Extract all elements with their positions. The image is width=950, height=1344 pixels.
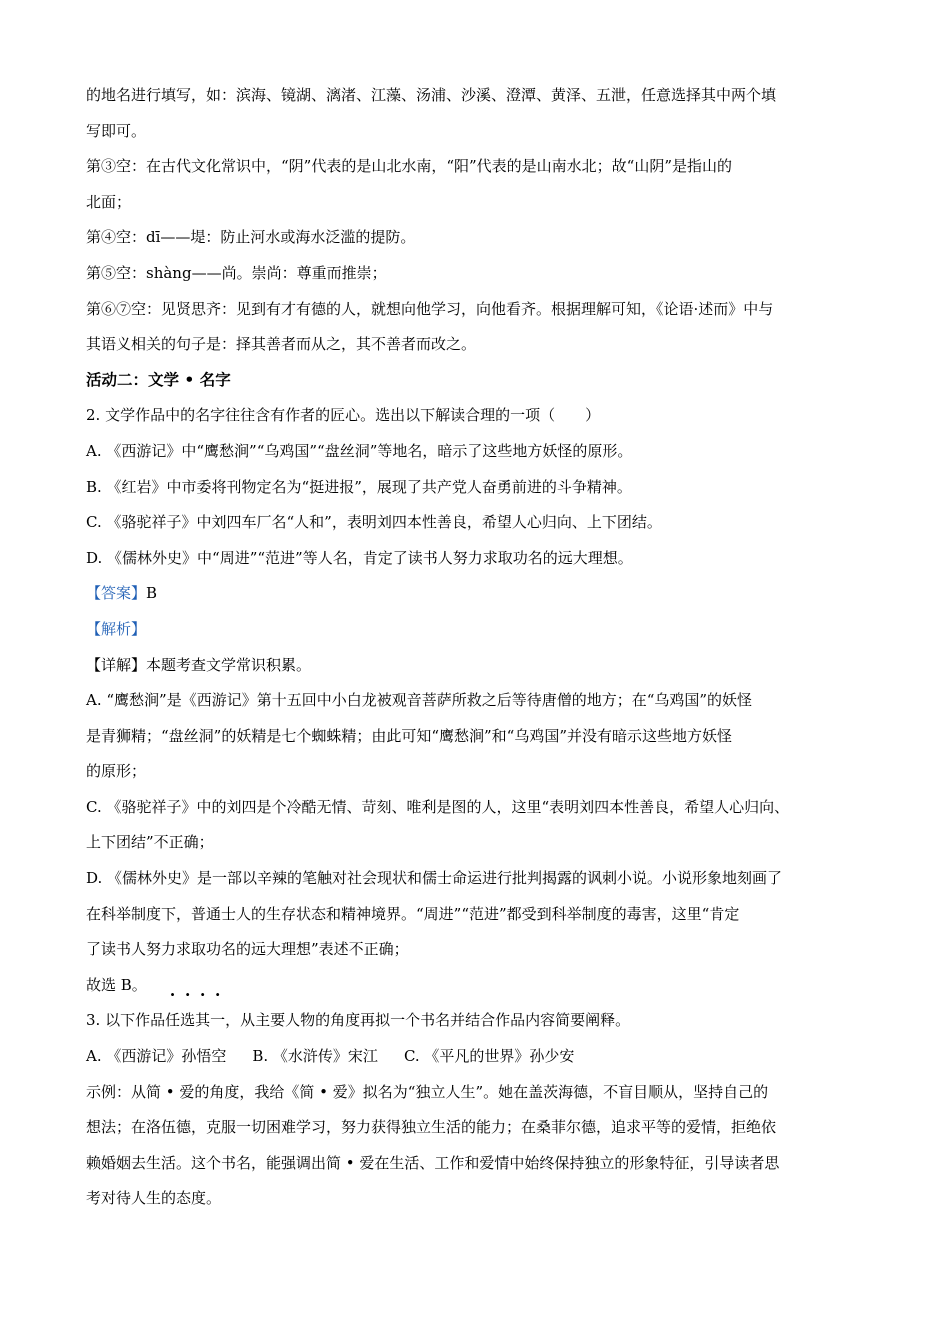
question-3-stem-suffix: ，从主要人物的角度再拟一个书名并结合作品内容简要阐释。 [225,1011,631,1030]
example-line-2: 想法；在洛伍德，克服一切困难学习，努力获得独立生活的能力；在桑菲尔德，追求平等的爱情，拒绝依 [86,1118,777,1137]
explanation-a-line-2: 是青狮精；“盘丝洞”的妖精是七个蜘蛛精；由此可知“鹰愁涧”和“乌鸡国”并没有暗示这些地方妖怪 [86,726,733,745]
paragraph-blank-6-7-line-2: 其语义相关的句子是：择其善者而从之，其不善者而改之。 [86,335,477,354]
paragraph-blank-4: 第④空：dī——堤：防止河水或海水泛滥的提防。 [86,228,416,247]
explanation-c-line-1: C. 《骆驼祥子》中的刘四是个冷酷无情、苛刻、唯利是图的人，这里“表明刘四本性善良，希望人心归向、 [86,797,790,816]
paragraph-place-names-line-2: 写即可。 [86,121,147,140]
detail-line: 【详解】本题考查文学常识积累。 [86,655,312,674]
example-line-3: 赖婚姻去生活。这个书名，能强调出简 • 爱在生活、工作和爱情中始终保持独立的形象特征，引导读者思 [86,1153,780,1172]
answer-line [86,576,876,612]
conclusion-line: 故选 B。 [86,975,147,994]
emphasis-char: 一 [210,1011,226,1030]
question-2-stem: 2. 文学作品中的名字往往含有作者的匠心。选出以下解读合理的一项（ ） [86,406,601,425]
paragraph-blank-6-7-line-1: 第⑥⑦空：见贤思齐：见到有才有德的人，就想向他学习，向他看齐。根据理解可知，《论语·述而》中与 [86,299,774,318]
question-2-option-a: A. 《西游记》中“鹰愁涧”“乌鸡国”“盘丝洞”等地名，暗示了这些地方妖怪的原形。 [86,441,633,460]
emphasis-char: 其 [195,1011,211,1030]
analysis-line [86,612,876,648]
example-line-4: 考对待人生的态度。 [86,1189,222,1208]
emphasis-char: 任 [165,1011,181,1030]
emphasis-char: 选 [180,1011,196,1030]
question-3-option-a: A. 《西游记》孙悟空 [86,1047,227,1066]
question-3-options [86,1039,876,1075]
question-2-option-d: D. 《儒林外史》中“周进”“范进”等人名，肯定了读书人努力求取功名的远大理想。 [86,548,633,567]
paragraph-place-names-line-1: 的地名进行填写，如：滨海、镜湖、漓渚、江藻、汤浦、沙溪、澄潭、黄泽、五泄，任意选择其中两个填 [86,86,777,104]
question-3-option-b: B. 《水浒传》宋江 [252,1047,378,1066]
question-3-emphasis [165,1011,225,1029]
question-3-option-c: C. 《平凡的世界》孙少安 [403,1047,575,1066]
example-line-1: 示例：从简 • 爱的角度，我给《简 • 爱》拟名为“独立人生”。她在盖茨海德，不盲目顺从，坚持自己的 [86,1082,769,1101]
analysis-label: 【解析】 [86,619,147,638]
document-page [86,78,876,1217]
paragraph-blank-3-line-1: 第③空：在古代文化常识中，“阴”代表的是山北水南，“阳”代表的是山南水北；故“山阴”是指山的 [86,157,733,176]
explanation-d-line-2: 在科举制度下，普通士人的生存状态和精神境界。“周进”“范进”都受到科举制度的毒害，这里“肯定 [86,904,740,923]
explanation-d-line-3: 了读书人努力求取功名的远大理想”表述不正确； [86,940,409,959]
question-2-option-c: C. 《骆驼祥子》中刘四车厂名“人和”，表明刘四本性善良，希望人心归向、上下团结。 [86,513,662,532]
explanation-a-line-1: A. “鹰愁涧”是《西游记》第十五回中小白龙被观音菩萨所救之后等待唐僧的地方；在“乌鸡国”的妖怪 [86,691,753,710]
activity-heading: 活动二：文学 • 名字 [86,370,231,389]
question-3-stem-prefix: 3. 以下作品 [86,1011,166,1030]
answer-value: B [146,584,158,603]
answer-label: 【答案】 [86,584,147,603]
paragraph-blank-3-line-2: 北面； [86,192,132,211]
question-3-stem [86,1003,876,1039]
question-2-option-b: B. 《红岩》中市委将刊物定名为“挺进报”，展现了共产党人奋勇前进的斗争精神。 [86,477,632,496]
paragraph-blank-5: 第⑤空：shàng——尚。崇尚：尊重而推崇； [86,263,387,282]
explanation-c-line-2: 上下团结”不正确； [86,833,214,852]
explanation-d-line-1: D. 《儒林外史》是一部以辛辣的笔触对社会现状和儒士命运进行批判揭露的讽刺小说。小说形象地刻画了 [86,869,783,888]
explanation-a-line-3: 的原形； [86,762,147,781]
